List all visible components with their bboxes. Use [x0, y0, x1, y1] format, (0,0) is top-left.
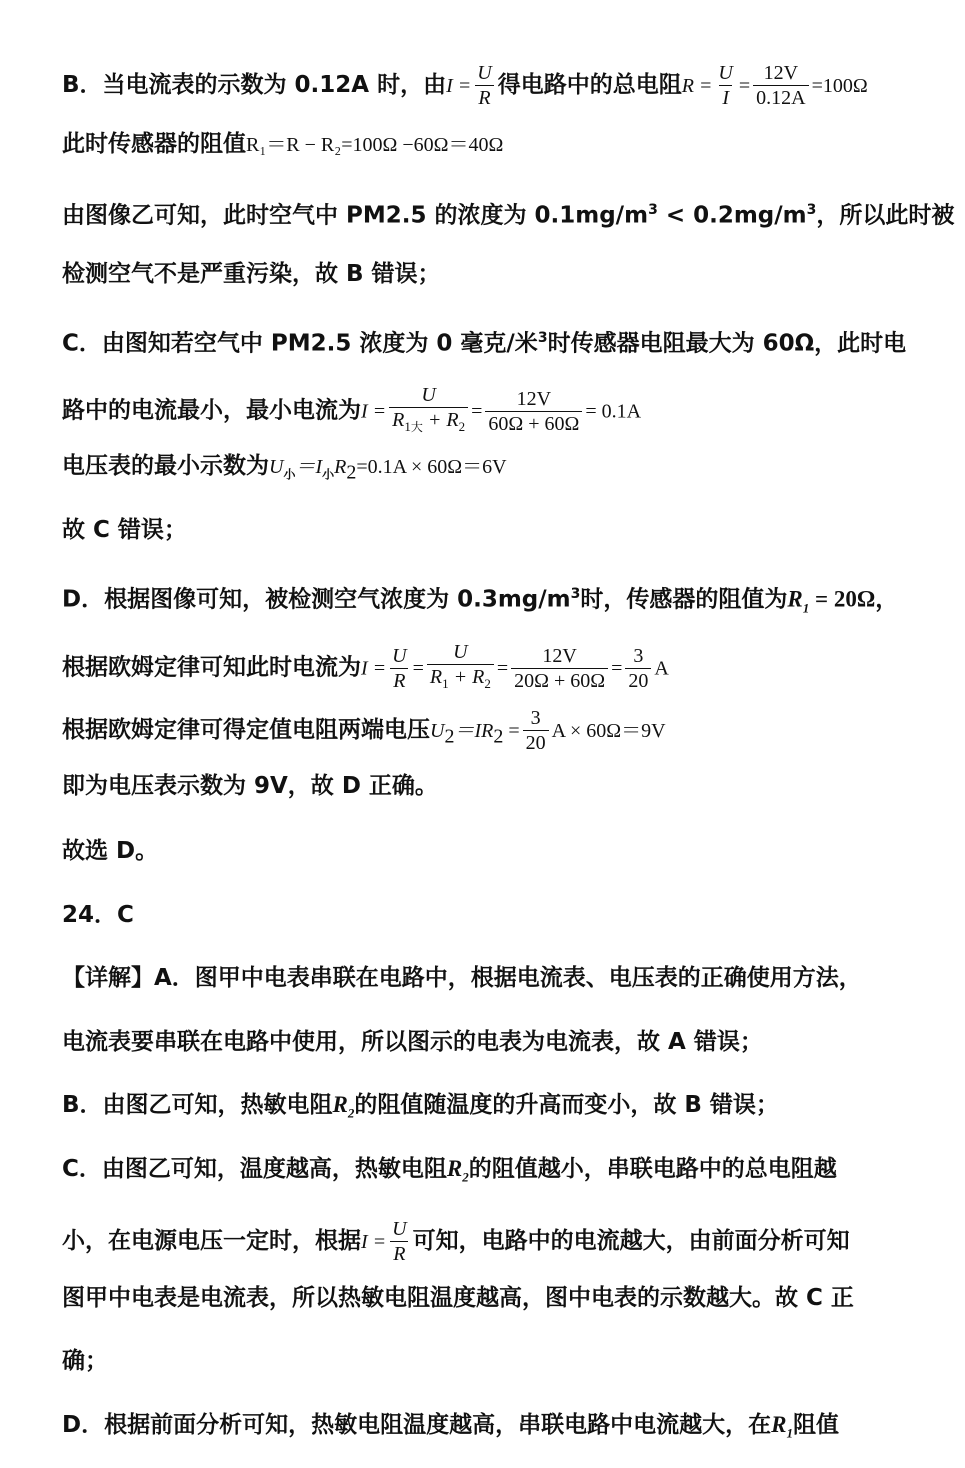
text-line: 检测空气不是严重污染，故 B 错误；: [62, 261, 441, 287]
text-line: 根据欧姆定律可得定值电阻两端电压$U_2=IR_2$ = $\frac{3}{20}$ A × 60Ω＝9V: [62, 707, 666, 754]
text-line: 根据欧姆定律可知此时电流为I = $\frac{U}{R}$ = $\frac{U}{R_1 + R_2}$ = $\frac{12V}{20\Omega + 60\Omega}$ = $\frac{3}{20}$ A: [62, 640, 669, 696]
fraction: $\frac{12V}{0.12A}$: [753, 61, 808, 110]
fraction: $\frac{U}{R}$: [392, 1218, 407, 1265]
text-line: B．由图乙可知，热敏电阻$R_2$的阻值随温度的升高而变小，故 B 错误；: [62, 1092, 779, 1121]
text-line: 故 C 错误；: [62, 517, 187, 543]
text-line: D．根据图像可知，被检测空气浓度为 $0.3mg/m^3$时，传感器的阻值为$R_1 = 20\Omega$，: [62, 586, 899, 616]
text-line: 电压表的最小示数为$U_小=I_小R_2=0.1A \times 60\Omega=6V$: [62, 453, 507, 484]
text-line: 即为电压表示数为 9V，故 D 正确。: [62, 773, 438, 799]
fraction: $\frac{U}{R}$: [392, 644, 407, 692]
question-number: 24．C: [62, 902, 134, 928]
fraction: $\frac{12V}{60\Omega + 60\Omega}$: [485, 387, 582, 436]
text-line: C．由图乙可知，温度越高，热敏电阻$R_2$的阻值越小，串联电路中的总电阻越: [62, 1156, 837, 1185]
text-line: C．由图知若空气中 PM2.5 浓度为 0 毫克/米$^3$时传感器电阻最大为 60Ω，此时电: [62, 330, 907, 357]
text-line: 路中的电流最小，最小电流为I = $\frac{U}{R_{1大} + R_2}$ = $\frac{12V}{60\Omega + 60\Omega}$ = 0.1A: [62, 383, 641, 439]
text-line: 电流表要串联在电路中使用，所以图示的电表为电流表，故 A 错误；: [62, 1029, 763, 1055]
text-line: 图甲中电表是电流表，所以热敏电阻温度越高，图中电表的示数越大。故 C 正: [62, 1285, 854, 1311]
text-line: 【详解】A．图甲中电表串联在电路中，根据电流表、电压表的正确使用方法，: [62, 965, 862, 991]
text-line: 由图像乙可知，此时空气中 PM2.5 的浓度为 $0.1mg/m^3 < 0.2mg/m^3$，所以此时被: [62, 202, 955, 229]
text-line: 小，在电源电压一定时，根据I = $\frac{U}{R}$ 可知，电路中的电流越大，由前面分析可知: [62, 1218, 850, 1265]
fraction: $\frac{3}{20}$: [625, 644, 651, 693]
fraction: $\frac{U}{R_1 + R_2}$: [427, 640, 494, 696]
text-line: 故选 D。: [62, 838, 159, 864]
fraction: $\frac{U}{I}$: [718, 62, 733, 109]
fraction: $\frac{3}{20}$: [523, 706, 549, 755]
text-line: D．根据前面分析可知，热敏电阻温度越高，串联电路中电流越大，在$R_1$阻值: [62, 1412, 839, 1441]
text-line: 此时传感器的阻值R₁＝R − R₂=100Ω −60Ω＝40Ω: [62, 131, 504, 157]
fraction: $\frac{U}{R_{1大} + R_2}$: [389, 383, 468, 439]
fraction: $\frac{12V}{20\Omega + 60\Omega}$: [511, 644, 608, 693]
text-line: B．当电流表的示数为 0.12A 时，由I = $\frac{U}{R}$ 得电路中的总电阻R = $\frac{U}{I}$ = $\frac{12V}{0.12A}$ =100Ω: [62, 62, 868, 109]
text-line: 确；: [62, 1348, 108, 1374]
fraction: $\frac{U}{R}$: [477, 62, 492, 109]
